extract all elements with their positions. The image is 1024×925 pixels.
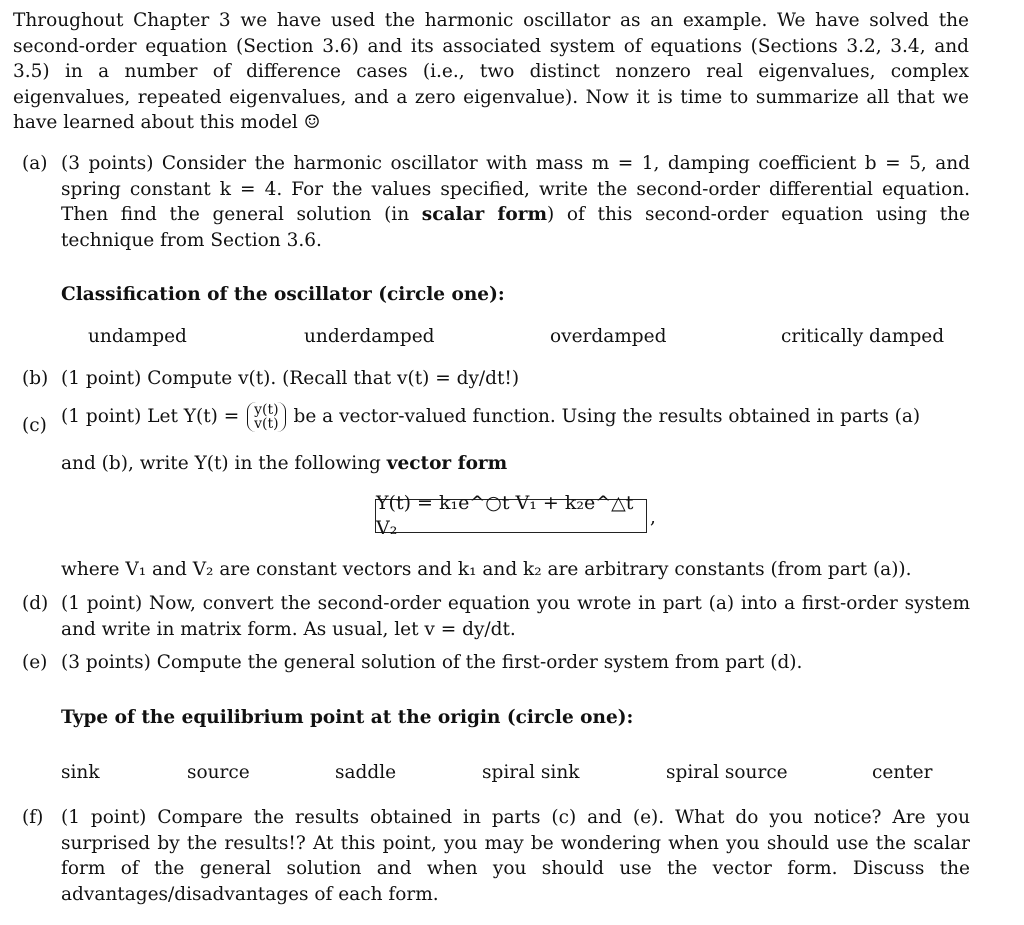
part-a-text [61, 151, 970, 253]
option-spiral-source[interactable]: spiral source [666, 762, 788, 783]
part-e [22, 650, 970, 676]
part-c-text-mid: be a vector-valued function. Using the results obtained in parts (a) [293, 406, 921, 427]
intro-paragraph: Throughout Chapter 3 we have used the harmonic oscillator as an example. We have solved the second-order equation (Section 3.6) and its associated system of equations (Sections 3.2, 3.4, and 3.5) in a number of difference cases (i.e., two distinct nonzero real eigenvalues, complex eigenvalues, repeated eigenvalues, and a zero eigenvalue). Now it is time to summarize all that we have learned about this model ☺ [13, 10, 969, 133]
part-a-text-pre: (3 points) Consider the harmonic oscillator with mass m = 1, damping coefficient b = 5, and spring constant k = 4. For the values specified, write the second-order differential equation. Then find the general solution (in [61, 153, 970, 225]
part-b [22, 366, 970, 392]
classification-heading: Classification of the oscillator (circle one): [61, 284, 505, 305]
part-c-text-pre: (1 point) Let Y(t) = [61, 406, 240, 427]
box-comma: , [650, 507, 656, 528]
part-c [22, 402, 970, 436]
part-f [22, 805, 970, 907]
part-a-text-post: ) of this second-order equation using the technique from Section 3.6. [61, 204, 970, 251]
part-d [22, 591, 970, 642]
part-c-line1 [61, 402, 970, 432]
part-c-line2-pre: and (b), write Y(t) in the following [61, 453, 387, 474]
part-a-bold: scalar form [421, 204, 548, 225]
part-a [22, 151, 970, 253]
option-spiral-sink[interactable]: spiral sink [482, 762, 580, 783]
part-d-text: (1 point) Now, convert the second-order equation you wrote in part (a) into a first-order system and write in matrix form. As usual, let v = dy/dt. [61, 593, 970, 640]
part-a-label: (a) [22, 153, 48, 174]
option-saddle[interactable]: saddle [335, 762, 397, 783]
part-e-label: (e) [22, 652, 48, 673]
vector-bottom: v(t) [254, 416, 279, 432]
option-source[interactable]: source [187, 762, 250, 783]
option-overdamped[interactable]: overdamped [550, 326, 667, 347]
option-center[interactable]: center [872, 762, 933, 783]
option-undamped[interactable]: undamped [88, 326, 187, 347]
part-c-line2 [61, 451, 507, 477]
part-f-label: (f) [22, 807, 44, 828]
vector-form-box: Y(t) = k₁e^○t V₁ + k₂e^△t V₂ [375, 499, 647, 533]
equilibrium-heading: Type of the equilibrium point at the origin (circle one): [61, 707, 634, 728]
part-b-text: (1 point) Compute v(t). (Recall that v(t) = dy/dt!) [61, 368, 520, 389]
part-f-text: (1 point) Compare the results obtained in parts (c) and (e). What do you notice? Are you surprised by the results!? At this point, you may be wondering when you should use the scalar form of the general solution and when you should use the vector form. Discuss the advantages/disadvantages of each form. [61, 807, 970, 905]
option-underdamped[interactable]: underdamped [304, 326, 435, 347]
option-sink[interactable]: sink [61, 762, 100, 783]
vector-y-v [247, 402, 285, 432]
part-e-text: (3 points) Compute the general solution of the first-order system from part (d). [61, 652, 803, 673]
vector-top: y(t) [254, 402, 279, 418]
part-c-where: where V₁ and V₂ are constant vectors and k₁ and k₂ are arbitrary constants (from part (a)). [61, 559, 912, 580]
part-b-label: (b) [22, 368, 49, 389]
option-critically-damped[interactable]: critically damped [781, 326, 945, 347]
part-d-label: (d) [22, 593, 49, 614]
part-c-bold: vector form [386, 453, 508, 474]
part-c-label: (c) [22, 415, 47, 436]
